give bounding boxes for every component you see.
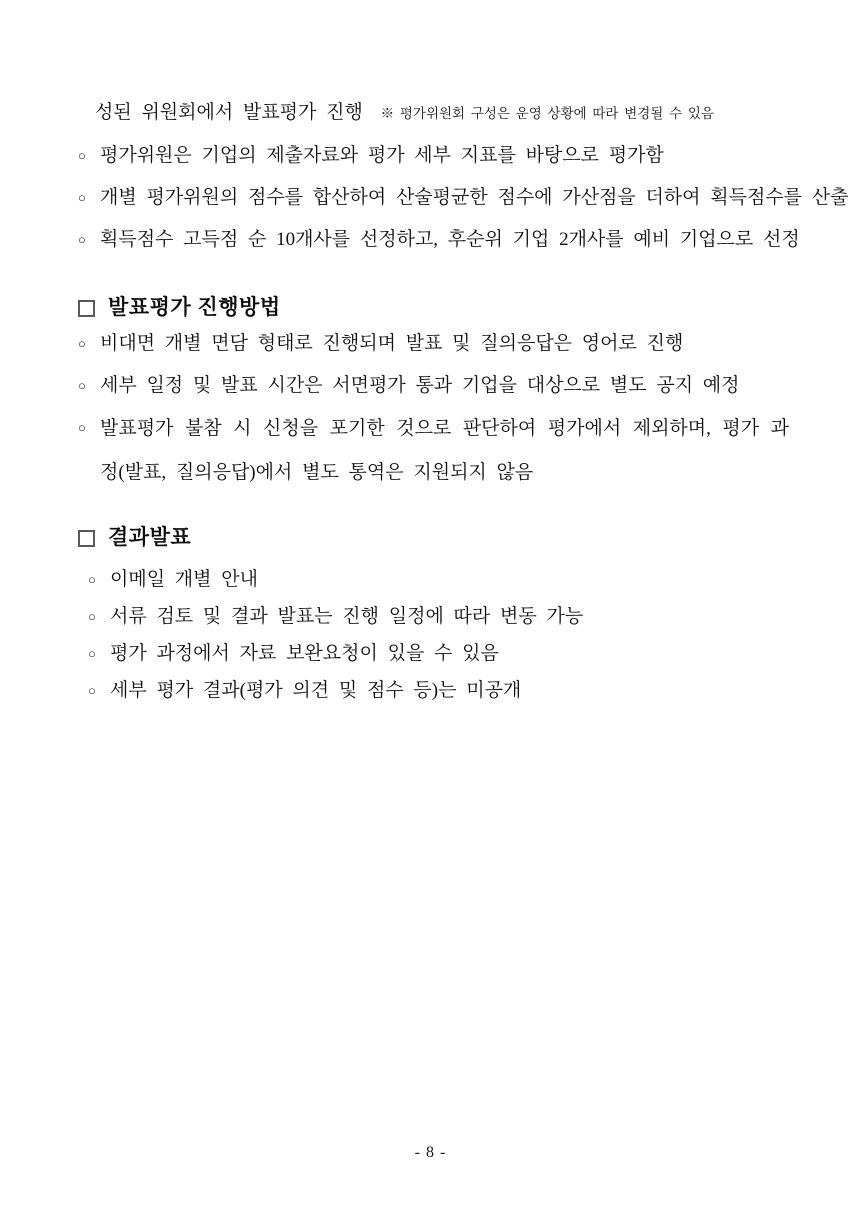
bullet-text: 이메일 개별 안내 [110,569,258,590]
bullet-item [78,323,789,365]
intro-line [78,92,789,135]
bullet-circle-icon: ○ [78,420,86,435]
bullet-text: 개별 평가위원의 점수를 합산하여 산술평균한 점수에 가산점을 더하여 획득점수를 산출 [100,187,849,208]
section-title-text: 결과발표 [108,526,192,549]
bullet-circle-icon: ○ [78,190,86,205]
bullet-text: 세부 일정 및 발표 시간은 서면평가 통과 기업을 대상으로 별도 공지 예정 [100,375,740,396]
bullet-item [88,672,789,709]
bullet-text: 세부 평가 결과(평가 의견 및 점수 등)는 미공개 [110,680,522,701]
section-marker-square-icon [78,300,95,317]
bullet-item [88,635,789,672]
bullet-item [88,598,789,635]
bullet-circle-icon: ○ [78,336,86,351]
page-number: - 8 - [414,1144,447,1161]
top-bullet-list [78,135,849,261]
section-marker-square-icon [78,530,95,547]
section-heading [78,523,789,553]
bullet-circle-icon: ○ [88,646,96,661]
bullet-text: 평가위원은 기업의 제출자료와 평가 세부 지표를 바탕으로 평가함 [100,145,664,166]
bullet-item [78,219,800,261]
section-heading [78,293,789,323]
section-title-text: 발표평가 진행방법 [108,296,281,319]
bullet-item [78,177,849,219]
bullet-circle-icon: ○ [88,609,96,624]
bullet-item [88,561,789,598]
bullet-circle-icon: ○ [78,148,86,163]
bullet-circle-icon: ○ [78,232,86,247]
bullet-circle-icon: ○ [88,572,96,587]
bullet-circle-icon: ○ [78,378,86,393]
bullet-circle-icon: ○ [88,683,96,698]
bullet-text: 획득점수 고득점 순 10개사를 선정하고, 후순위 기업 2개사를 예비 기업으로 선정 [100,229,800,250]
bullet-item [78,407,789,495]
intro-text: 성된 위원회에서 발표평가 진행 [95,102,363,123]
bullet-item [78,365,789,407]
bullet-item [78,135,789,177]
section-bullet-list [78,561,789,709]
section-bullet-list [78,323,789,495]
bullet-text: 평가 과정에서 자료 보완요청이 있을 수 있음 [110,643,499,664]
bullet-text: 서류 검토 및 결과 발표는 진행 일정에 따라 변동 가능 [110,606,584,627]
section-result-announcement [78,523,789,709]
section-presentation-evaluation [78,293,789,495]
bullet-text: 비대면 개별 면담 형태로 진행되며 발표 및 질의응답은 영어로 진행 [100,333,684,354]
bullet-text: 발표평가 불참 시 신청을 포기한 것으로 판단하여 평가에서 제외하며, 평가 과정(발표, 질의응답)에서 별도 통역은 지원되지 않음 [100,418,789,483]
intro-note: ※ 평가위원회 구성은 운영 상황에 따라 변경될 수 있음 [380,106,714,121]
